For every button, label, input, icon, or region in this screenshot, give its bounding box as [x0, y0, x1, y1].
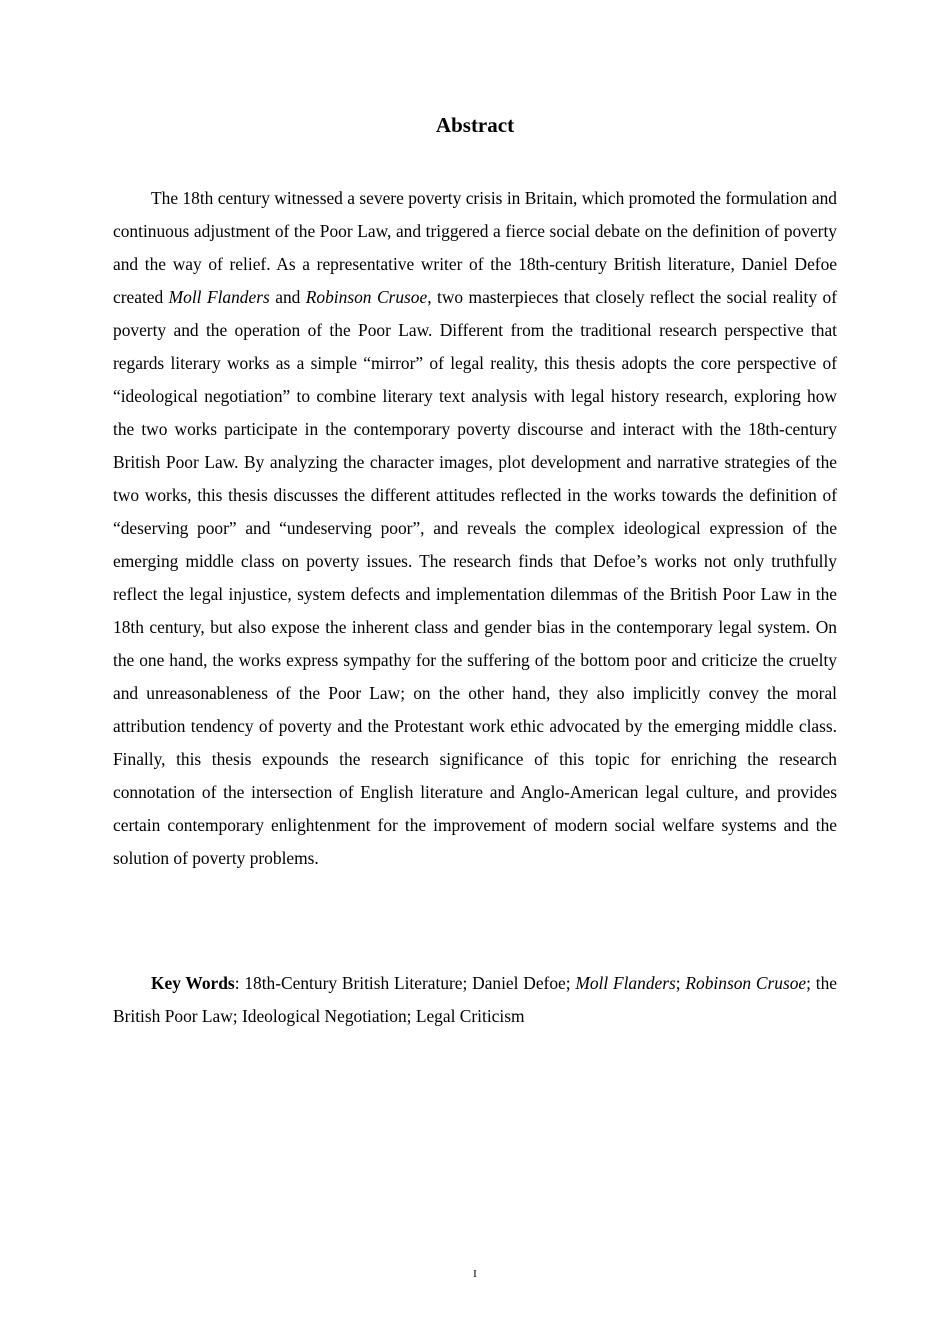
page-title: Abstract [435, 113, 515, 137]
abstract-text-part-2: and [269, 287, 306, 307]
keywords-colon: : [234, 973, 245, 993]
keywords-robinson-crusoe: Robinson Crusoe [685, 973, 807, 993]
keywords-label: Key Words [151, 973, 235, 993]
abstract-paragraph [113, 182, 837, 875]
abstract-title-moll-flanders: Moll Flanders [168, 287, 270, 307]
page-number: I [473, 1268, 477, 1280]
abstract-title-robinson-crusoe: Robinson Crusoe [305, 287, 428, 307]
keywords-text-part-2: ; the British Poor Law; Ideological Negotiation; Legal Criticism [113, 973, 837, 1026]
abstract-text-part-3: , two masterpieces that closely reflect the social reality of poverty and the operation of the Poor Law. Different from the traditional research perspective that regards literary works as a simple “mirror” of legal reality, this thesis adopts the core perspective of “ideological negotiation” to combine literary text analysis with legal history research, exploring how the two works participate in the contemporary poverty discourse and interact with the 18th-century British Poor Law. By analyzing the character images, plot development and narrative strategies of the two works, this thesis discusses the different attitudes reflected in the works towards the definition of “deserving poor” and “undeserving poor”, and reveals the complex ideological expression of the emerging middle class on poverty issues. The research finds that Defoe’s works not only truthfully reflect the legal injustice, system defects and implementation dilemmas of the British Poor Law in the 18th century, but also expose the inherent class and gender bias in the contemporary legal system. On the one hand, the works express sympathy for the suffering of the bottom poor and criticize the cruelty and unreasonableness of the Poor Law; on the other hand, they also implicitly convey the moral attribution tendency of poverty and the Protestant work ethic advocated by the emerging middle class. Finally, this thesis expounds the research significance of this topic for enriching the research connotation of the intersection of English literature and Anglo-American legal culture, and provides certain contemporary enlightenment for the improvement of modern social welfare systems and the solution of poverty problems. [113, 287, 838, 868]
abstract-text-part-1: The 18th century witnessed a severe poverty crisis in Britain, which promoted the formulation and continuous adjustment of the Poor Law, and triggered a fierce social debate on the definition of poverty and the way of relief. As a representative writer of the 18th-century British literature, Daniel Defoe created [113, 188, 837, 307]
keywords-text-part-1: 18th-Century British Literature; Daniel Defoe; [244, 973, 576, 993]
keywords-paragraph [113, 967, 837, 1033]
keywords-separator: ; [675, 973, 686, 993]
keywords-moll-flanders: Moll Flanders [575, 973, 676, 993]
